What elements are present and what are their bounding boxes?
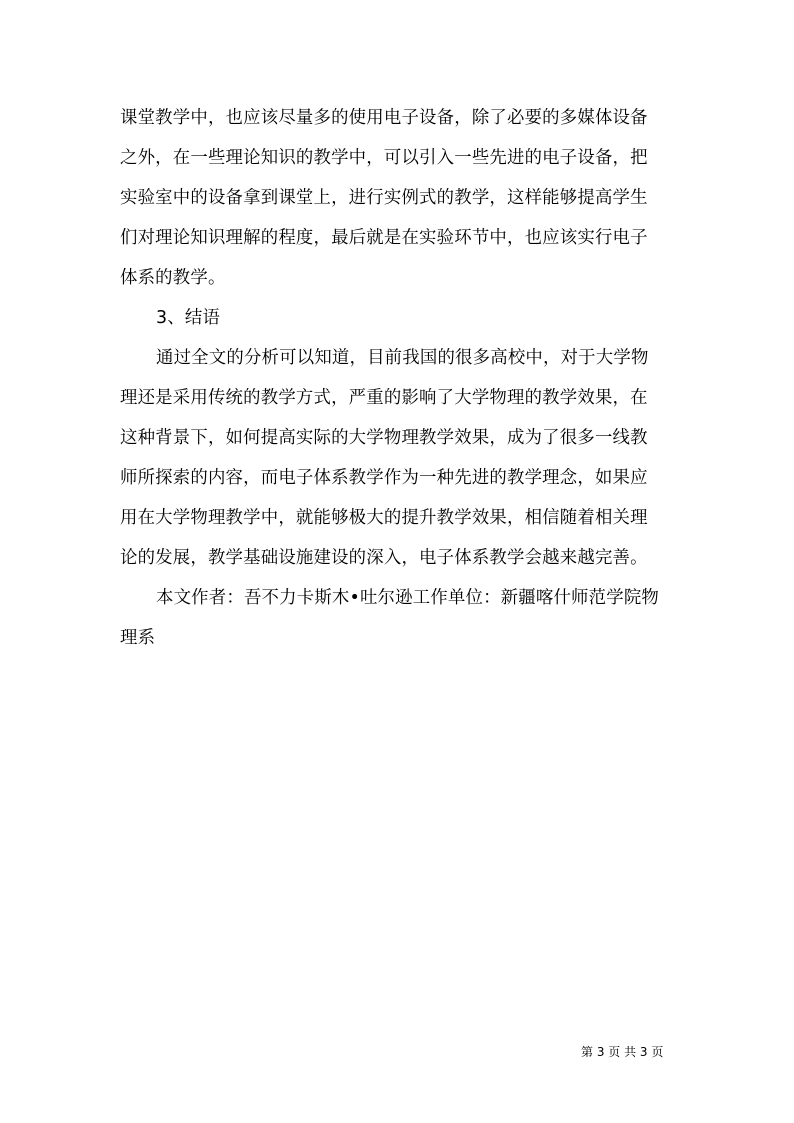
paragraph-author-info (120, 578, 682, 658)
page-number-footer: 第 3 页 共 3 页 (581, 1045, 664, 1059)
text-line: 论的发展，教学基础设施建设的深入，电子体系教学会越来越完善。 (120, 548, 648, 568)
paragraph-classroom-devices (120, 98, 682, 298)
section-heading: 3、结语 (156, 308, 221, 328)
text-line: 用在大学物理教学中，就能够极大的提升教学效果，相信随着相关理 (120, 508, 648, 528)
text-line: 这种背景下，如何提高实际的大学物理教学效果，成为了很多一线教 (120, 428, 648, 448)
text-line: 课堂教学中，也应该尽量多的使用电子设备，除了必要的多媒体设备 (120, 108, 648, 128)
text-line: 实验室中的设备拿到课堂上，进行实例式的教学，这样能够提高学生 (120, 188, 648, 208)
text-line: 理系 (120, 628, 156, 648)
text-line: 之外，在一些理论知识的教学中，可以引入一些先进的电子设备，把 (120, 148, 648, 168)
section-heading-conclusion (120, 298, 682, 338)
text-line: 体系的教学。 (120, 268, 226, 288)
text-line: 们对理论知识理解的程度，最后就是在实验环节中，也应该实行电子 (120, 228, 648, 248)
text-line: 师所探索的内容，而电子体系教学作为一种先进的教学理念，如果应 (120, 468, 648, 488)
paragraph-conclusion (120, 338, 682, 578)
text-line: 通过全文的分析可以知道，目前我国的很多高校中，对于大学物 (156, 348, 649, 368)
body-text (120, 98, 682, 658)
text-line: 理还是采用传统的教学方式，严重的影响了大学物理的教学效果，在 (120, 388, 648, 408)
text-line: 本文作者：吾不力卡斯木•吐尔逊工作单位：新疆喀什师范学院物 (156, 588, 659, 608)
